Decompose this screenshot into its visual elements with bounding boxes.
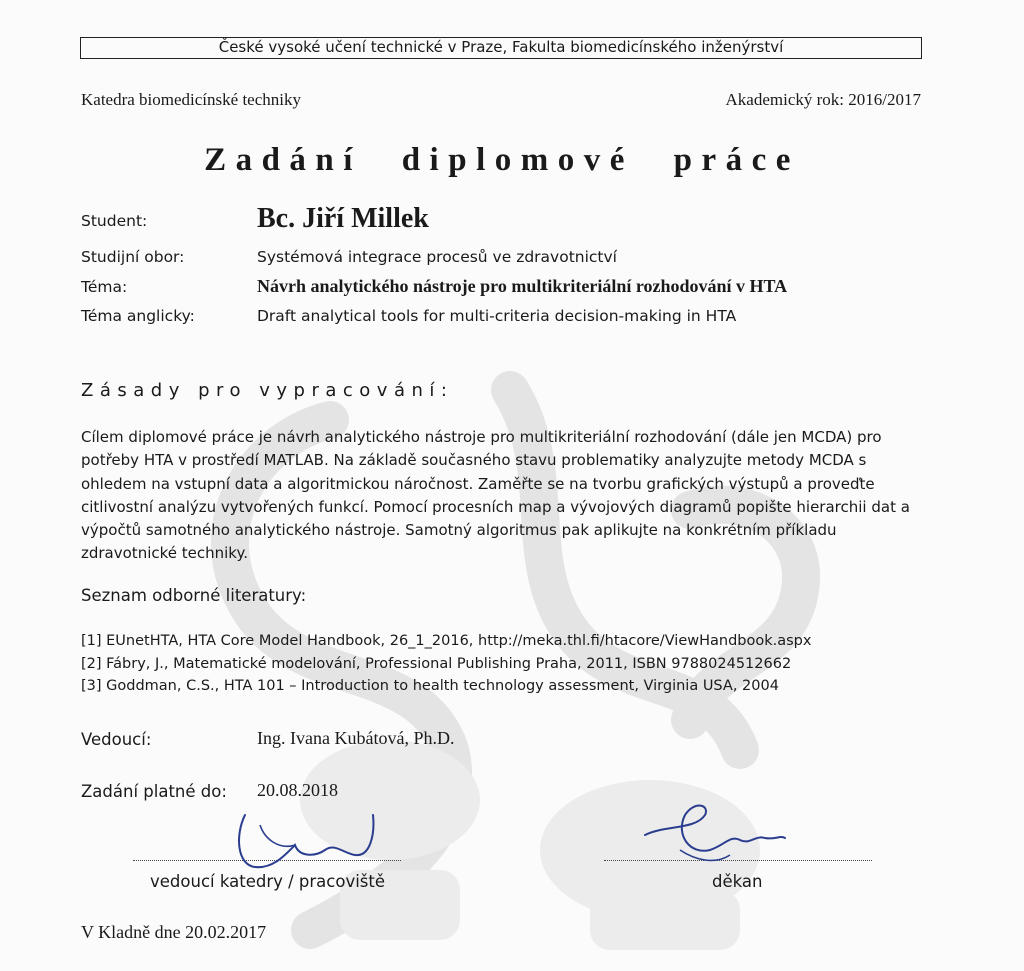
principles-line: citlivostní analýzu vytvořených funkcí. Pomocí procesních map a vývojových diagramů popište hierarchii dat a (81, 497, 910, 516)
academic-year: Akademický rok: 2016/2017 (725, 90, 921, 109)
signature-caption-right: děkan (712, 872, 763, 891)
topic-label: Téma: (81, 278, 128, 296)
principles-heading: Zásady pro vypracování: (81, 380, 454, 401)
literature-list (81, 630, 811, 698)
place-and-date: V Kladně dne 20.02.2017 (81, 922, 267, 942)
principles-line: potřeby HTA v prostředí MATLAB. Na základě současného stavu problematiky analyzujte metody MCDA s (81, 451, 867, 470)
signature-caption-left: vedoucí katedry / pracoviště (150, 872, 386, 891)
study-label: Studijní obor: (81, 248, 185, 266)
principles-line: výpočtů samotného analytického nástroje. Samotný algoritmus pak aplikujte na konkrétním příkladu (81, 521, 837, 540)
topic-value: Návrh analytického nástroje pro multikriteriální rozhodování v HTA (257, 276, 788, 296)
topic-en-value: Draft analytical tools for multi-criteria decision-making in HTA (257, 307, 737, 325)
institution-header: České vysoké učení technické v Praze, Fakulta biomedicínského inženýrství (80, 37, 922, 59)
literature-item: [3] Goddman, C.S., HTA 101 – Introduction to health technology assessment, Virginia USA, 2004 (81, 678, 779, 694)
principles-line: Cílem diplomové práce je návrh analytického nástroje pro multikriteriální rozhodování (dále jen MCDA) pro (81, 428, 882, 446)
supervisor-label: Vedoucí: (81, 730, 152, 749)
student-label: Student: (81, 212, 148, 230)
principles-line: zdravotnické techniky. (81, 544, 248, 563)
literature-item: [1] EUnetHTA, HTA Core Model Handbook, 26_1_2016, http://meka.thl.fi/htacore/ViewHandbook.aspx (81, 633, 812, 649)
signature-left (225, 795, 405, 875)
literature-heading: Seznam odborné literatury: (81, 586, 307, 605)
study-value: Systémová integrace procesů ve zdravotnictví (257, 248, 617, 266)
topic-en-label: Téma anglicky: (81, 307, 195, 325)
document-title: Zadání diplomové práce (204, 142, 800, 178)
department: Katedra biomedicínské techniky (81, 90, 301, 109)
valid-until-date: 20.08.2018 (257, 780, 338, 800)
signature-right (635, 790, 795, 875)
student-name: Bc. Jiří Millek (257, 203, 429, 234)
literature-item: [2] Fábry, J., Matematické modelování, Professional Publishing Praha, 2011, ISBN 9788024512662 (81, 655, 792, 672)
supervisor-name: Ing. Ivana Kubátová, Ph.D. (257, 728, 455, 748)
valid-until-label: Zadání platné do: (81, 782, 227, 801)
principles-text (81, 426, 910, 566)
principles-line: ohledem na vstupní data a algoritmickou náročnost. Zaměřte se na tvorbu grafických výstupů a proveďte (81, 474, 875, 493)
